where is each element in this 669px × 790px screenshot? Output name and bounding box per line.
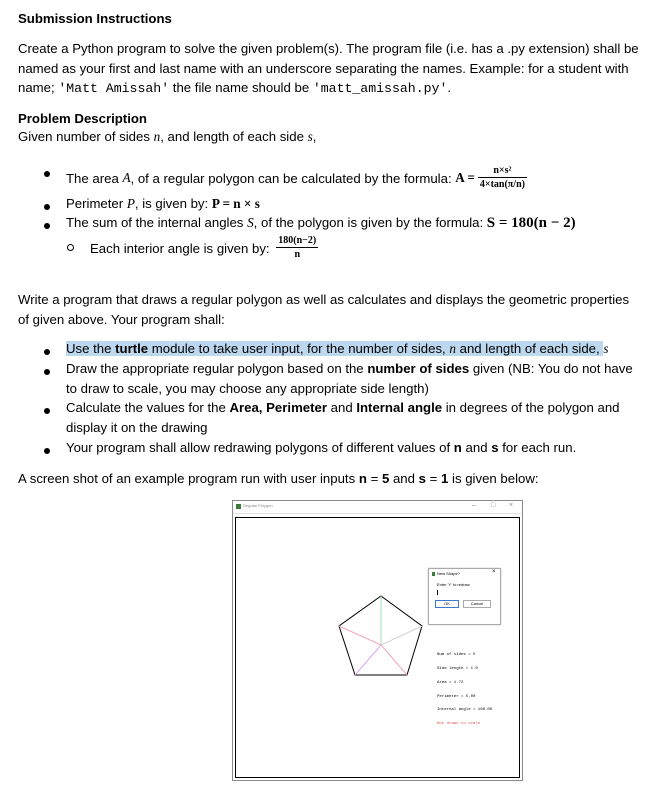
- info-side-length: Side length = 1.0: [437, 666, 478, 671]
- requirement-4: Your program shall allow redrawing polygons of different values of n and s for each run.: [66, 440, 577, 455]
- spoke-purple: [355, 645, 381, 675]
- sum-angles-line: The sum of the internal angles S, of the polygon is given by the formula: S = 180(n − 2): [66, 215, 576, 231]
- submission-line-2: named as your first and last name with an underscore separating the names. Example: for a student with: [18, 61, 629, 76]
- heading: Submission Instructions: [18, 11, 172, 26]
- spoke-pink-2: [381, 645, 407, 675]
- requirement-3: Calculate the values for the Area, Perimeter and Internal angle in degrees of the polygon and: [66, 400, 620, 415]
- program-line-1: Write a program that draws a regular polygon as well as calculates and displays the geometric properties: [18, 292, 630, 307]
- perimeter-line: Perimeter P, is given by: P = n × s: [66, 196, 260, 211]
- dialog-close-button[interactable]: ×: [492, 569, 496, 575]
- bullet-dot: [44, 408, 50, 414]
- minimize-button[interactable]: –: [472, 502, 476, 509]
- bullet-dot: [44, 448, 50, 454]
- spoke-grey: [381, 626, 422, 645]
- info-perimeter: Perimeter = 5.00: [437, 694, 476, 699]
- submission-line-1: Create a Python program to solve the given problem(s). The program file (i.e. has a .py extension) shall be: [18, 41, 639, 56]
- info-num-sides: Num of sides = 5: [437, 653, 476, 658]
- ok-button[interactable]: OK: [435, 600, 459, 608]
- requirement-3-cont: display it on the drawing: [66, 420, 208, 435]
- cancel-button[interactable]: Cancel: [463, 600, 491, 608]
- turtle-window: [232, 500, 523, 781]
- bullet-dot: [44, 171, 50, 177]
- info-area: Area = 1.72: [437, 680, 464, 685]
- dialog-title: New Shape?: [437, 571, 460, 576]
- close-button[interactable]: ×: [509, 502, 514, 509]
- program-line-2: of given above. Your program shall:: [18, 312, 225, 327]
- interior-fraction: $\frac{180(n-2)}{n}$: [278, 235, 317, 260]
- dialog-input[interactable]: [436, 589, 492, 596]
- bullet-dot: [44, 223, 50, 229]
- interior-angle-line: Each interior angle is given by: $\frac{180(n-2)}{n}$: [90, 235, 317, 260]
- bullet-dot: [44, 369, 50, 375]
- sub-bullet-dot: [67, 244, 74, 251]
- maximize-button[interactable]: □: [491, 502, 496, 509]
- requirement-2: Draw the appropriate regular polygon based on the number of sides given (NB: You do not have: [66, 361, 633, 376]
- problem-title: Problem Description: [18, 111, 147, 126]
- text-cursor: [437, 590, 438, 595]
- screenshot-caption: A screen shot of an example program run with user inputs n = 5 and s = 1 is given below:: [18, 471, 539, 486]
- problem-given: Given number of sides n, and length of each side s,: [18, 129, 317, 144]
- requirement-2-cont: to draw to scale, you may choose any appropriate side length): [66, 381, 429, 396]
- area-fraction: $\frac{\text{n×s²}}{4\times\tan(\pi/n)}$: [479, 165, 525, 190]
- area-formula-line: The area A , of a regular polygon can be calculated by the formula: A = $\frac{\text{n×s²}}{4\times\tan(\pi/n)}$: [66, 165, 525, 190]
- turtle-canvas: [235, 517, 520, 778]
- requirement-1: Use the turtle module to take user input, for the number of sides, n and length of each side, s: [66, 341, 609, 356]
- new-shape-dialog: [428, 568, 501, 625]
- info-internal-angle: Internal angle = 108.00: [437, 708, 493, 713]
- info-not-to-scale: Not drawn to scale: [437, 722, 481, 727]
- submission-line-3: name; 'Matt Amissah' the file name should be 'matt_amissah.py'.: [18, 80, 452, 96]
- window-title: Regular Polygon: [243, 503, 273, 508]
- turtle-app-icon: [236, 504, 241, 509]
- window-titlebar: [233, 501, 522, 514]
- spoke-pink: [339, 626, 381, 645]
- bullet-dot: [44, 204, 50, 210]
- dialog-prompt: Enter 'Y' to redraw: [437, 582, 470, 587]
- bullet-dot: [44, 349, 50, 355]
- dialog-icon: [432, 572, 435, 576]
- info-block: [437, 644, 492, 736]
